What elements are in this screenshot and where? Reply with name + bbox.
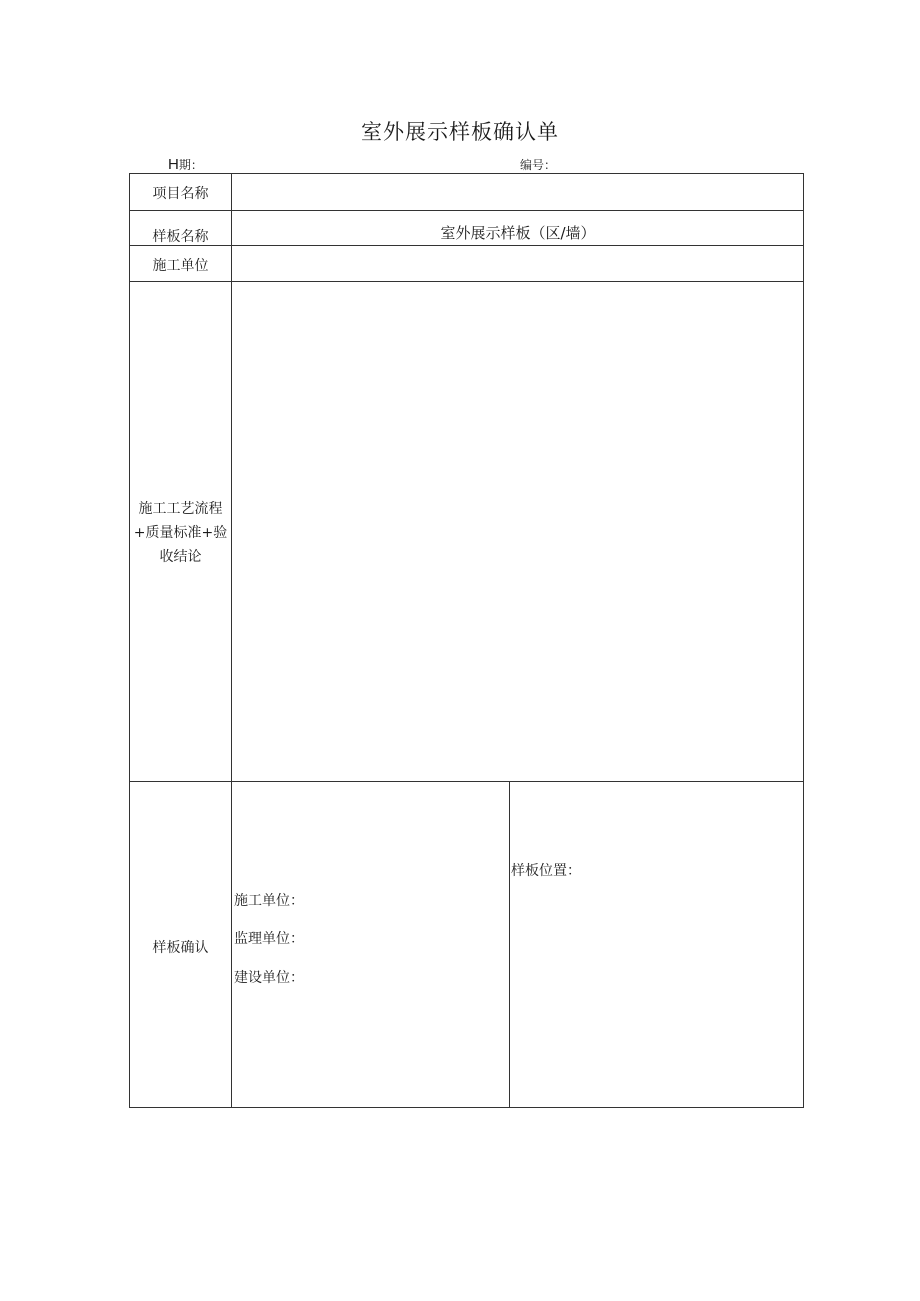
date-label-prefix: H <box>168 156 179 173</box>
project-name-field[interactable] <box>231 182 805 204</box>
sample-name-label: 样板名称 <box>152 229 209 245</box>
number-label: 编号： <box>520 158 557 172</box>
date-label-suffix: 期： <box>178 158 203 172</box>
contractor-field[interactable] <box>231 252 805 274</box>
sample-position-label: 样板位置： <box>511 863 581 879</box>
sample-confirm-label: 样板确认 <box>152 940 209 956</box>
sample-name-value[interactable]: 室外展示样板（区/墙） <box>440 224 596 242</box>
form-title: 室外展示样板确认单 <box>361 120 559 144</box>
process-label-line3: 收结论 <box>159 549 202 565</box>
date-label <box>168 156 203 173</box>
column-divider <box>509 781 510 1107</box>
process-label <box>130 497 231 569</box>
supervisor-sign-label: 监理单位： <box>234 931 304 947</box>
confirmation-form-table <box>129 173 804 1108</box>
project-name-label: 项目名称 <box>152 186 209 202</box>
contractor-label: 施工单位 <box>152 258 209 274</box>
contractor-sign-label: 施工单位： <box>234 893 304 909</box>
owner-sign-label: 建设单位： <box>234 970 304 986</box>
process-label-line2: +质量标准+验 <box>133 525 228 541</box>
process-content-area[interactable] <box>232 282 804 780</box>
process-label-line1: 施工工艺流程 <box>138 501 223 517</box>
